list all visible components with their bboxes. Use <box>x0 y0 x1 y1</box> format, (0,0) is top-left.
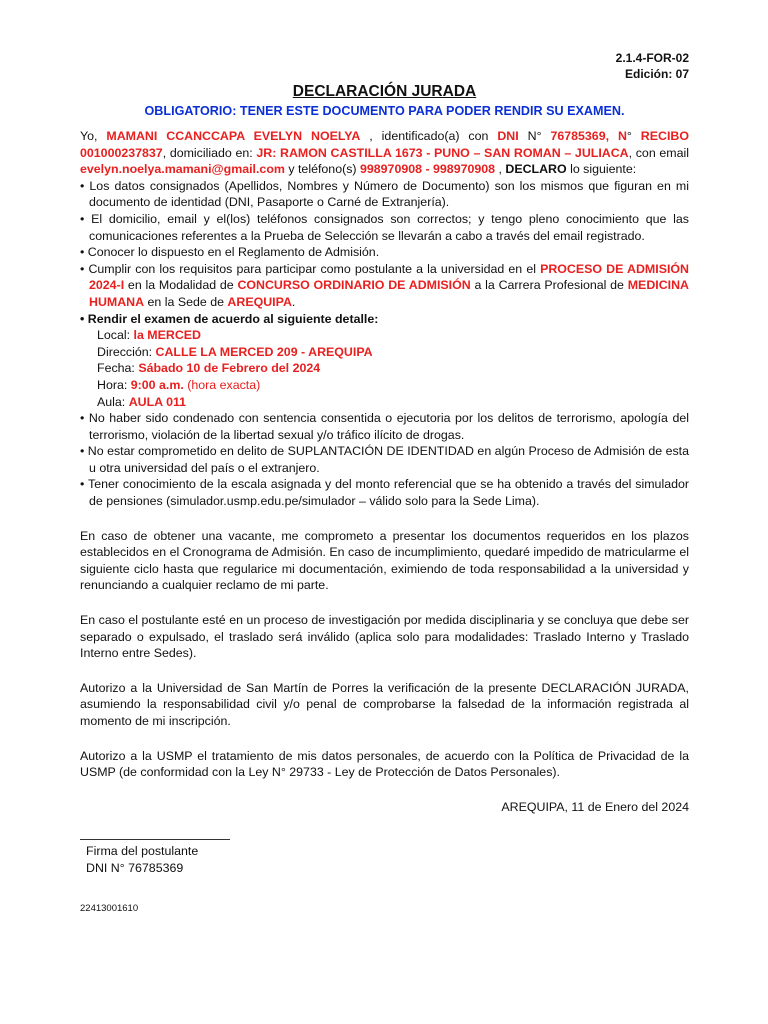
recibo-sign: ° <box>626 129 632 143</box>
bullet-domicilio: • El domicilio, email y el(los) teléfonos consignados son correctos; y tengo pleno conocimiento que las comunicaciones referentes a la Prueba de Selección se llevarán a cabo a través del email registrado. <box>80 211 689 243</box>
dni-number-sign: N° <box>518 129 542 143</box>
intro-telefono: y teléfono(s) <box>284 162 360 177</box>
modalidad: CONCURSO ORDINARIO DE ADMISIÓN <box>237 278 471 293</box>
bullet-condena: • No haber sido condenado con sentencia consentida o ejecutoria por los delitos de terrorismo, apología del terrorismo, violación de la libertad sexual y/o tráfico ilícito de drogas. <box>80 411 689 442</box>
paragraph-autorizo-datos: Autorizo a la USMP el tratamiento de mis datos personales, de acuerdo con la Política de Privacidad de la USMP (de conformidad con la Ley N° 29733 - Ley de Protección de Datos Personales). <box>80 748 689 780</box>
bullet-examen: • Rendir el examen de acuerdo al siguiente detalle: <box>80 311 379 326</box>
hora-note: (hora exacta) <box>183 377 261 392</box>
paragraph-disciplinaria: En caso el postulante esté en un proceso de investigación por medida disciplinaria y se concluya que debe ser separado o expulsado, el traslado será inválido (aplica solo para modalidades: Traslado Interno y Traslado Interno entre Sedes). <box>80 613 689 661</box>
email: evelyn.noelya.mamani@gmail.com <box>80 162 285 177</box>
mandatory-notice: OBLIGATORIO: TENER ESTE DOCUMENTO PARA PODER RENDIR SU EXAMEN. <box>144 104 625 118</box>
recibo-number: RECIBO 001000237837 <box>80 129 689 160</box>
proceso-admision: PROCESO DE ADMISIÓN 2024-I <box>89 261 689 293</box>
bullet-datos: • Los datos consignados (Apellidos, Nombres y Número de Documento) son los mismos que figuran en mi documento de identidad (DNI, Pasaporte o Carné de Extranjería). <box>80 178 689 210</box>
signature-line <box>80 839 230 840</box>
exam-local <box>97 327 689 344</box>
paragraph-autorizo-verificacion: Autorizo a la Universidad de San Martín de Porres la verificación de la presente DECLARACIÓN JURADA, asumiendo la responsabilidad civil y/o penal de comprobarse la falsedad de la información registrada al momento de mi inscripción. <box>80 680 689 728</box>
intro-domicilio: , domiciliado en: <box>162 145 257 160</box>
sede: AREQUIPA <box>227 294 292 309</box>
b4-b: en la Modalidad de <box>124 278 238 293</box>
exam-hora <box>97 377 689 394</box>
document-body <box>80 128 689 917</box>
intro-declaro-post: lo siguiente: <box>566 162 637 177</box>
intro-identificado: , identificado(a) con <box>360 129 498 143</box>
dni-label: DNI <box>497 129 519 143</box>
footer-code: 22413001610 <box>80 902 139 914</box>
form-code: 2.1.4-FOR-02 <box>615 51 689 65</box>
dni-value: 76785369, N <box>541 129 627 143</box>
aula-value: AULA 011 <box>128 394 187 409</box>
exam-aula <box>97 394 689 411</box>
bullet-requisitos <box>80 261 689 311</box>
fecha-label: Fecha: <box>97 361 139 376</box>
local-label: Local: <box>97 328 134 343</box>
signature-block <box>80 839 689 876</box>
intro-yo: Yo, <box>80 129 107 143</box>
exam-direccion <box>97 344 689 361</box>
carrera: MEDICINA HUMANA <box>89 278 689 309</box>
intro-paragraph <box>80 128 689 178</box>
signature-label: Firma del postulante <box>86 844 199 859</box>
b4-a: • Cumplir con los requisitos para participar como postulante a la universidad en el <box>80 261 541 276</box>
address: JR: RAMON CASTILLA 1673 - PUNO – SAN ROMAN – JULIACA <box>256 145 629 160</box>
intro-comma: , <box>495 162 506 177</box>
bullet-suplantacion: • No estar comprometido en delito de SUPLANTACIÓN DE IDENTIDAD en algún Proceso de Admisión de esta u otra universidad del país o el extranjero. <box>80 444 689 475</box>
signature-dni: DNI N° 76785369 <box>86 860 184 875</box>
exam-details <box>80 327 689 410</box>
intro-email: , con email <box>628 145 690 160</box>
document-title: DECLARACIÓN JURADA <box>292 83 477 100</box>
bullet-escala: • Tener conocimiento de la escala asignada y del monto referencial que se ha obtenido a través del simulador de pensiones (simulador.usmp.edu.pe/simulador – válido solo para la Sede Lima). <box>80 477 689 509</box>
b4-c: a la Carrera Profesional de <box>470 278 628 293</box>
paragraph-vacante: En caso de obtener una vacante, me comprometo a presentar los documentos requeridos en los plazos establecidos en el Cronograma de Admisión. En caso de incumplimiento, quedaré impedido de matricularme el siguiente ciclo hasta que regularice mi documentación, eximiendo de toda responsabilidad a la universidad y renunciando a cualquier reclamo de mi parte. <box>80 528 689 593</box>
declaro: DECLARO <box>505 162 567 177</box>
exam-fecha <box>97 360 689 377</box>
bullet-reglamento: • Conocer lo dispuesto en el Reglamento de Admisión. <box>80 245 380 260</box>
hora-label: Hora: <box>97 377 131 392</box>
edition: Edición: 07 <box>624 66 689 81</box>
fecha-value: Sábado 10 de Febrero del 2024 <box>138 361 321 376</box>
document-code-block <box>616 51 689 82</box>
place-date: AREQUIPA, 11 de Enero del 2024 <box>501 799 689 814</box>
hora-value: 9:00 a.m. <box>130 377 184 392</box>
phones: 998970908 - 998970908 <box>359 162 496 177</box>
direccion-value: CALLE LA MERCED 209 - AREQUIPA <box>155 344 373 359</box>
b4-d: en la Sede de <box>144 294 228 309</box>
aula-label: Aula: <box>97 394 129 409</box>
applicant-name: MAMANI CCANCCAPA EVELYN NOELYA <box>106 129 361 143</box>
direccion-label: Dirección: <box>97 344 156 359</box>
local-value: la MERCED <box>133 328 201 343</box>
b4-e: . <box>291 294 296 309</box>
